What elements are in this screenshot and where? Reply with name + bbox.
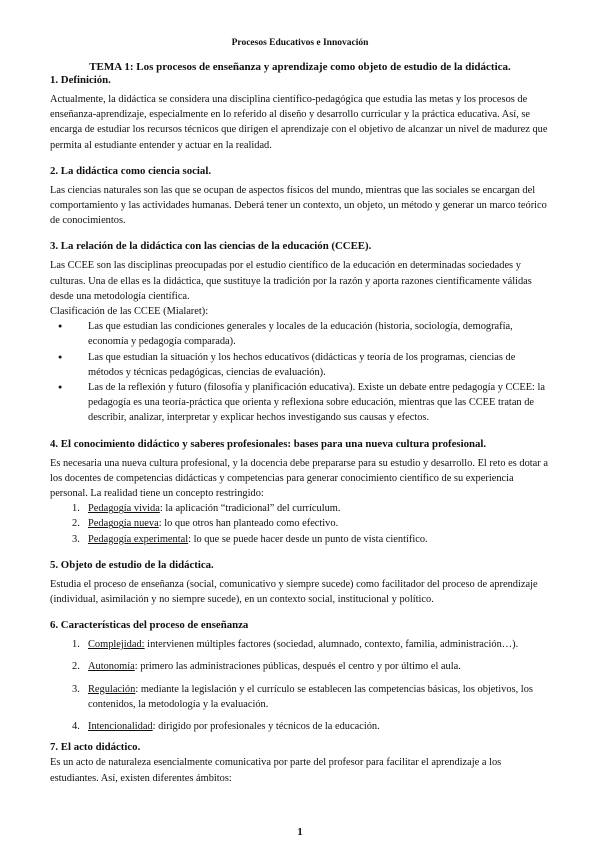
section-ciencia-social [50, 165, 550, 229]
list-term: Intencionalidad [88, 721, 153, 733]
list-term: Complejidad: [88, 639, 145, 651]
list-item [50, 659, 550, 674]
list-number: 3. [72, 683, 80, 695]
section-heading: 3. La relación de la didáctica con las ciencias de la educación (CCEE). [50, 240, 372, 253]
list-item [50, 637, 550, 652]
section-paragraph: Las ciencias naturales son las que se ocupan de aspectos físicos del mundo, mientras que las sociales se encargan del comportamiento y las actividades humanas. Deberá tener un contexto, un objeto, un método y generar un marco teórico de conocimientos. [50, 184, 547, 227]
section-paragraph: Es un acto de naturaleza esencialmente comunicativa por parte del profesor para facilitar el aprendizaje a los estudiantes. Así, existen diferentes ámbitos: [50, 757, 502, 784]
list-text: : mediante la legislación y el currículo se establecen las competencias básicas, los objetivos, los contenidos, la metodología y la evaluación. [88, 683, 533, 710]
list-text: : dirigido por profesionales y técnicos de la educación. [152, 721, 380, 733]
bullet-item: ● Las que estudian las condiciones generales y locales de la educación (historia, sociología, demografía, economía y pedagogía comparada). [50, 319, 550, 349]
section-objeto-estudio [50, 559, 550, 607]
page-number: 1 [297, 826, 303, 838]
list-number: 2. [72, 518, 80, 530]
bullet-item: ● Las de la reflexión y futuro (filosofía y planificación educativa). Existe un debate entre pedagogía y CCEE: la pedagogía es una teoría-práctica que orienta y reflexiona sobre educación, mientras que las CCEE tratan de describir, analizar, interpretar y explicar hechos investigando sus causas y efectos. [50, 380, 550, 426]
section-paragraph: Estudia el proceso de enseñanza (social, comunicativo y siempre sucede) como facilitador del proceso de aprendizaje (individual, asimilación y no siempre sucede), en un contexto social, institucional y político. [50, 578, 538, 606]
list-term: Regulación [88, 683, 136, 695]
list-term: Pedagogía vivida [88, 503, 160, 515]
ccee-bullet-list [50, 319, 550, 425]
list-text: : la aplicación “tradicional” del currículum. [159, 503, 341, 515]
list-item [50, 501, 550, 516]
section-conocimiento-didactico [50, 438, 550, 547]
section-heading: 5. Objeto de estudio de la didáctica. [50, 558, 214, 571]
pedagogy-list [50, 501, 550, 547]
section-caracteristicas [50, 619, 550, 734]
list-number: 2. [72, 661, 80, 673]
list-text: : lo que otros han planteado como efectivo. [158, 518, 339, 530]
list-item [50, 516, 550, 531]
classification-label: Clasificación de las CCEE (Mialaret): [50, 306, 209, 318]
section-relacion-ccee [50, 240, 550, 425]
section-paragraph: Actualmente, la didáctica se considera una disciplina científico-pedagógica que estudia las metas y los procesos de enseñanza-aprendizaje, especialmente en lo referido al diseño y desarrollo curricular y la práctica educativa. Así, se encarga de estudiar los recursos técnicos que dirigen el aprendizaje con el objetivo de alcanzar un nivel de madurez que permita al estudiante entender y actuar en la realidad. [50, 94, 548, 151]
list-number: 4. [72, 721, 80, 733]
list-term: Pedagogía experimental [88, 533, 189, 545]
running-header: Procesos Educativos e Innovación [231, 38, 369, 48]
list-text: : lo que se puede hacer desde un punto de vista científico. [188, 533, 428, 545]
section-heading: 6. Características del proceso de enseñanza [50, 619, 249, 632]
section-heading: 2. La didáctica como ciencia social. [50, 164, 212, 177]
section-definicion [50, 74, 550, 153]
list-item [50, 682, 550, 712]
list-number: 1. [72, 503, 80, 515]
list-number: 1. [72, 639, 80, 651]
list-term: Pedagogía nueva [88, 518, 159, 530]
list-term: Autonomía [88, 661, 135, 673]
characteristics-list [50, 637, 550, 734]
bullet-item: ● Las que estudian la situación y los hechos educativos (didácticas y teoría de los programas, ciencias de métodos y técnicas pedagógicas, ciencias de evaluación). [50, 350, 550, 380]
section-acto-didactico [50, 741, 550, 785]
list-text: : primero las administraciones públicas, después el centro y por último el aula. [134, 661, 461, 673]
list-item [50, 719, 550, 734]
section-heading: 4. El conocimiento didáctico y saberes profesionales: bases para una nueva cultura profesional. [50, 437, 487, 450]
section-paragraph: Las CCEE son las disciplinas preocupadas por el estudio científico de la educación en determinadas sociedades y culturas. Una de ellas es la didáctica, que sustituye la tradición por la razón y aporta razones científicamente válidas desde una metodología científica. [50, 260, 532, 302]
section-paragraph: Es necesaria una nueva cultura profesional, y la docencia debe prepararse para su estudio y desarrollo. El reto es dotar a los docentes de competencias didácticas y competencias para generar conocimiento científico de su experiencia personal. La realidad tiene un concepto restringido: [50, 457, 548, 500]
document-title: TEMA 1: Los procesos de enseñanza y aprendizaje como objeto de estudio de la didáctica. [89, 61, 511, 73]
list-text: intervienen múltiples factores (sociedad, alumnado, contexto, familia, administración…). [144, 639, 519, 651]
list-number: 3. [72, 533, 80, 545]
section-heading: 7. El acto didáctico. [50, 741, 141, 754]
list-item [50, 532, 550, 547]
section-heading: 1. Definición. [50, 74, 111, 86]
